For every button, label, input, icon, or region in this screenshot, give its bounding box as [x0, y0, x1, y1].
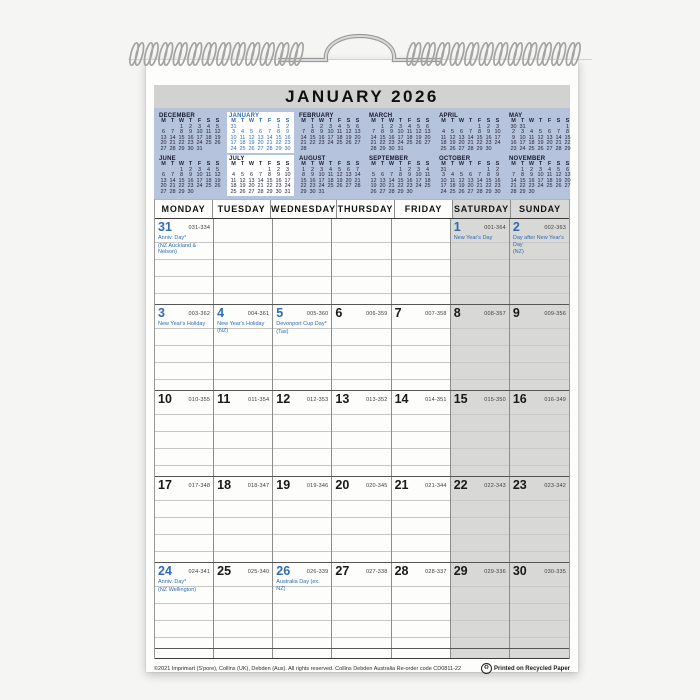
- weekday-header-saturday: SATURDAY: [453, 200, 511, 218]
- day-cell-6: [332, 305, 391, 390]
- day-cell-26: [273, 563, 332, 648]
- grid-bottom-strip: [155, 649, 569, 659]
- day-of-year-code: 015-350: [484, 397, 506, 403]
- day-cell-17: [155, 477, 214, 562]
- recycled-paper-note: [481, 663, 570, 674]
- weekday-header-sunday: SUNDAY: [511, 200, 569, 218]
- day-cell-11: [214, 391, 273, 476]
- day-cell-24: [155, 563, 214, 648]
- copyright-text: ©2021 Imprimart (S'pore), Collins (UK), Debden (Aus). All rights reserved. Collins Debden Australia Re-order code CD0811-22: [154, 665, 462, 672]
- day-cell-27: [332, 563, 391, 648]
- week-row: [155, 391, 569, 477]
- holiday-label: (NZ Wellington): [158, 586, 197, 593]
- day-of-year-code: 027-338: [365, 569, 388, 575]
- day-cell-20: [332, 477, 391, 562]
- date-number: 2: [512, 220, 520, 234]
- day-of-year-code: 007-358: [425, 311, 447, 317]
- date-number: 29: [453, 564, 468, 578]
- holiday-label: (Tas): [276, 328, 289, 335]
- day-of-year-code: 019-346: [306, 483, 329, 489]
- day-cell-4: [214, 305, 273, 390]
- holiday-label: Anniv. Day*: [158, 579, 187, 585]
- date-number: 24: [158, 564, 172, 578]
- mini-month-march: [367, 112, 434, 153]
- day-of-year-code: 024-341: [188, 569, 211, 575]
- day-cell-30: [510, 563, 569, 648]
- day-cell-18: [214, 477, 273, 562]
- weekday-header-row: [155, 199, 569, 219]
- day-of-year-code: 002-363: [544, 225, 566, 231]
- mini-month-name: JULY: [229, 156, 245, 162]
- date-number: 14: [394, 392, 409, 406]
- date-number: 15: [453, 392, 468, 406]
- day-cell-22: [451, 477, 510, 562]
- date-number: 11: [217, 392, 231, 406]
- mini-month-august: [297, 155, 364, 196]
- mini-month-grid: M T W T F S S 31 1 2 3 4 5 6 7 8 9 10 11 12 13 14 15 16 17 18 19 20 21 22 23 24 25 26 27 28 29 30: [440, 161, 501, 195]
- day-of-year-code: 021-344: [425, 483, 447, 489]
- date-number: 31: [158, 220, 172, 234]
- holiday-label: (NZ): [512, 249, 524, 255]
- recycled-paper-label: Printed on Recycled Paper: [493, 665, 570, 672]
- mini-month-may: [507, 112, 574, 153]
- holiday-label: Day after New Year's Day: [512, 235, 565, 248]
- mini-month-grid: M T W T F S S 1 2 3 4 5 6 7 8 9 10 11 12 13 14 15 16 17 18 19 20 21 22 23 24 25 26 27 28: [300, 118, 361, 152]
- grid-bottom-cell: [155, 649, 214, 658]
- mini-month-name: AUGUST: [299, 156, 326, 162]
- mini-month-name: JANUARY: [229, 113, 260, 119]
- empty-cell: [332, 219, 391, 304]
- day-of-year-code: 029-336: [484, 569, 506, 575]
- date-number: 4: [217, 306, 225, 320]
- date-number: 10: [158, 392, 172, 406]
- date-number: 23: [512, 478, 527, 492]
- mini-month-calendars: [154, 108, 570, 199]
- day-cell-8: [451, 305, 510, 390]
- day-of-year-code: 031-334: [188, 225, 211, 231]
- date-number: 12: [276, 392, 291, 406]
- date-number: 1: [453, 220, 461, 234]
- grid-bottom-cell: [214, 649, 273, 658]
- mini-month-name: NOVEMBER: [509, 156, 546, 162]
- mini-month-name: DECEMBER: [159, 113, 195, 119]
- day-cell-9: [510, 305, 569, 390]
- day-cell-29: [451, 563, 510, 648]
- mini-month-april: [437, 112, 504, 153]
- mini-month-grid: M T W T F S S 1 2 3 4 5 6 7 8 9 10 11 12 13 14 15 16 17 18 19 20 21 22 23 24 25 26 27 28 29 30 31: [230, 161, 291, 195]
- mini-month-june: [157, 155, 224, 196]
- date-number: 22: [453, 478, 468, 492]
- date-number: 13: [335, 392, 350, 406]
- day-of-year-code: 026-339: [306, 569, 329, 575]
- recycle-icon: ♻: [481, 663, 492, 674]
- date-number: 30: [512, 564, 527, 578]
- mini-month-july: [227, 155, 294, 196]
- day-of-year-code: 012-353: [306, 397, 329, 403]
- day-of-year-code: 023-342: [544, 483, 566, 489]
- mini-month-november: [507, 155, 574, 196]
- day-cell-19: [273, 477, 332, 562]
- weekday-header-monday: MONDAY: [155, 200, 213, 218]
- mini-month-name: APRIL: [439, 113, 458, 119]
- calendar-title: JANUARY 2026: [154, 85, 570, 108]
- spiral-binding: [128, 18, 592, 82]
- week-row: [155, 477, 569, 563]
- date-number: 26: [276, 564, 291, 578]
- day-of-year-code: 020-345: [365, 483, 388, 489]
- empty-cell: [392, 219, 451, 304]
- mini-month-grid: M T W T F S S 1 2 3 4 5 6 7 8 9 10 11 12 13 14 15 16 17 18 19 20 21 22 23 24 25 26 27 28 29 30 31: [160, 118, 221, 152]
- day-of-year-code: 028-337: [425, 569, 447, 575]
- day-of-year-code: 018-347: [247, 483, 270, 489]
- holiday-label: New Year's Holiday: [158, 321, 206, 327]
- date-number: 21: [394, 478, 409, 492]
- weekday-header-thursday: THURSDAY: [337, 200, 395, 218]
- day-cell-1: [451, 219, 510, 304]
- day-of-year-code: 025-340: [247, 569, 270, 575]
- date-number: 20: [335, 478, 350, 492]
- mini-month-grid: M T W T F S S 1 2 3 4 5 6 7 8 9 10 11 12 13 14 15 16 17 18 19 20 21 22 23 24 25 26 27 28 29 30: [370, 161, 431, 195]
- holiday-label: Australia Day (ex. NZ): [276, 579, 320, 592]
- day-of-year-code: 006-359: [365, 311, 388, 317]
- day-cell-16: [510, 391, 569, 476]
- date-number: 27: [335, 564, 350, 578]
- grid-bottom-cell: [332, 649, 391, 658]
- mini-month-name: MARCH: [369, 113, 393, 119]
- mini-month-name: SEPTEMBER: [369, 156, 409, 162]
- day-of-year-code: 011-354: [248, 397, 270, 403]
- day-cell-7: [392, 305, 451, 390]
- day-cell-2: [510, 219, 569, 304]
- empty-cell: [214, 219, 273, 304]
- mini-month-grid: M T W T F S S 1 2 3 4 5 6 7 8 9 10 11 12 13 14 15 16 17 18 19 20 21 22 23 24 25 26 27 28 29 30: [440, 118, 501, 152]
- date-number: 19: [276, 478, 291, 492]
- week-rows: [155, 219, 569, 649]
- day-of-year-code: 004-361: [247, 311, 270, 317]
- day-of-year-code: 016-349: [544, 397, 566, 403]
- weekday-header-friday: FRIDAY: [395, 200, 453, 218]
- mini-month-grid: M T W T F S S 1 2 3 4 5 6 7 8 9 10 11 12 13 14 15 16 17 18 19 20 21 22 23 24 25 26 27 28 29 30 31: [370, 118, 431, 152]
- day-cell-13: [332, 391, 391, 476]
- date-number: 8: [453, 306, 461, 320]
- day-of-year-code: 009-356: [544, 311, 566, 317]
- day-cell-3: [155, 305, 214, 390]
- mini-month-october: [437, 155, 504, 196]
- mini-month-grid: M T W T F S S 30 31 1 2 3 4 5 6 7 8 9 10 11 12 13 14 15 16 17 18 19 20 21 22 23 24 25 26 27 28 29: [510, 118, 571, 152]
- day-cell-10: [155, 391, 214, 476]
- day-of-year-code: 030-335: [544, 569, 566, 575]
- holiday-label: Devonport Cup Day*: [276, 321, 327, 327]
- holiday-label: New Year's Day: [453, 235, 493, 241]
- mini-month-grid: M T W T F S S 1 2 3 4 5 6 7 8 9 10 11 12 13 14 15 16 17 18 19 20 21 22 23 24 25 26 27 28 29 30: [160, 161, 221, 195]
- holiday-label: (NZ Auckland & Nelson): [158, 242, 197, 255]
- mini-month-name: FEBRUARY: [299, 113, 334, 119]
- day-of-year-code: 001-364: [484, 225, 506, 231]
- date-number: 5: [276, 306, 284, 320]
- mini-month-december: [157, 112, 224, 153]
- week-row: [155, 563, 569, 649]
- date-number: 9: [512, 306, 520, 320]
- holiday-label: Anniv. Day*: [158, 235, 187, 241]
- empty-cell: [273, 219, 332, 304]
- date-number: 3: [158, 306, 165, 320]
- weekday-header-tuesday: TUESDAY: [213, 200, 271, 218]
- mini-month-name: JUNE: [159, 156, 176, 162]
- day-cell-23: [510, 477, 569, 562]
- mini-month-grid: M T W T F S S 1 2 3 4 5 6 7 8 9 10 11 12 13 14 15 16 17 18 19 20 21 22 23 24 25 26 27 28 29 30: [510, 161, 571, 195]
- mini-month-january: [227, 112, 294, 153]
- day-cell-14: [392, 391, 451, 476]
- mini-month-grid: M T W T F S S 1 2 3 4 5 6 7 8 9 10 11 12 13 14 15 16 17 18 19 20 21 22 23 24 25 26 27 28 29 30 31: [300, 161, 361, 195]
- date-number: 16: [512, 392, 527, 406]
- date-number: 17: [158, 478, 172, 492]
- day-of-year-code: 014-351: [425, 397, 447, 403]
- date-number: 25: [217, 564, 232, 578]
- day-of-year-code: 022-343: [484, 483, 506, 489]
- day-of-year-code: 017-348: [188, 483, 211, 489]
- day-cell-12: [273, 391, 332, 476]
- day-cell-28: [392, 563, 451, 648]
- holiday-label: New Year's Holiday (NZ): [217, 321, 265, 334]
- date-number: 18: [217, 478, 232, 492]
- day-cell-25: [214, 563, 273, 648]
- grid-bottom-cell: [392, 649, 451, 658]
- day-of-year-code: 013-352: [365, 397, 388, 403]
- grid-bottom-cell: [273, 649, 332, 658]
- week-row: [155, 219, 569, 305]
- week-row: [155, 305, 569, 391]
- mini-month-september: [367, 155, 434, 196]
- mini-month-name: OCTOBER: [439, 156, 471, 162]
- mini-month-name: MAY: [509, 113, 523, 119]
- weekday-header-wednesday: WEDNESDAY: [271, 200, 337, 218]
- mini-month-february: [297, 112, 364, 153]
- day-of-year-code: 005-360: [306, 311, 329, 317]
- day-of-year-code: 008-357: [484, 311, 506, 317]
- month-grid: [154, 199, 570, 659]
- grid-bottom-cell: [451, 649, 510, 658]
- grid-bottom-cell: [510, 649, 569, 658]
- calendar-page: [146, 60, 578, 672]
- day-cell-5: [273, 305, 332, 390]
- day-of-year-code: 010-355: [188, 397, 211, 403]
- day-cell-21: [392, 477, 451, 562]
- date-number: 7: [394, 306, 402, 320]
- date-number: 28: [394, 564, 409, 578]
- day-of-year-code: 003-362: [188, 311, 211, 317]
- day-cell-31: [155, 219, 214, 304]
- mini-month-grid: M T W T F S S 31 1 2 3 4 5 6 7 8 9 10 11 12 13 14 15 16 17 18 19 20 21 22 23 24 25 26 27 28 29 30: [230, 118, 291, 152]
- page-footer: [154, 663, 570, 674]
- day-cell-15: [451, 391, 510, 476]
- date-number: 6: [335, 306, 343, 320]
